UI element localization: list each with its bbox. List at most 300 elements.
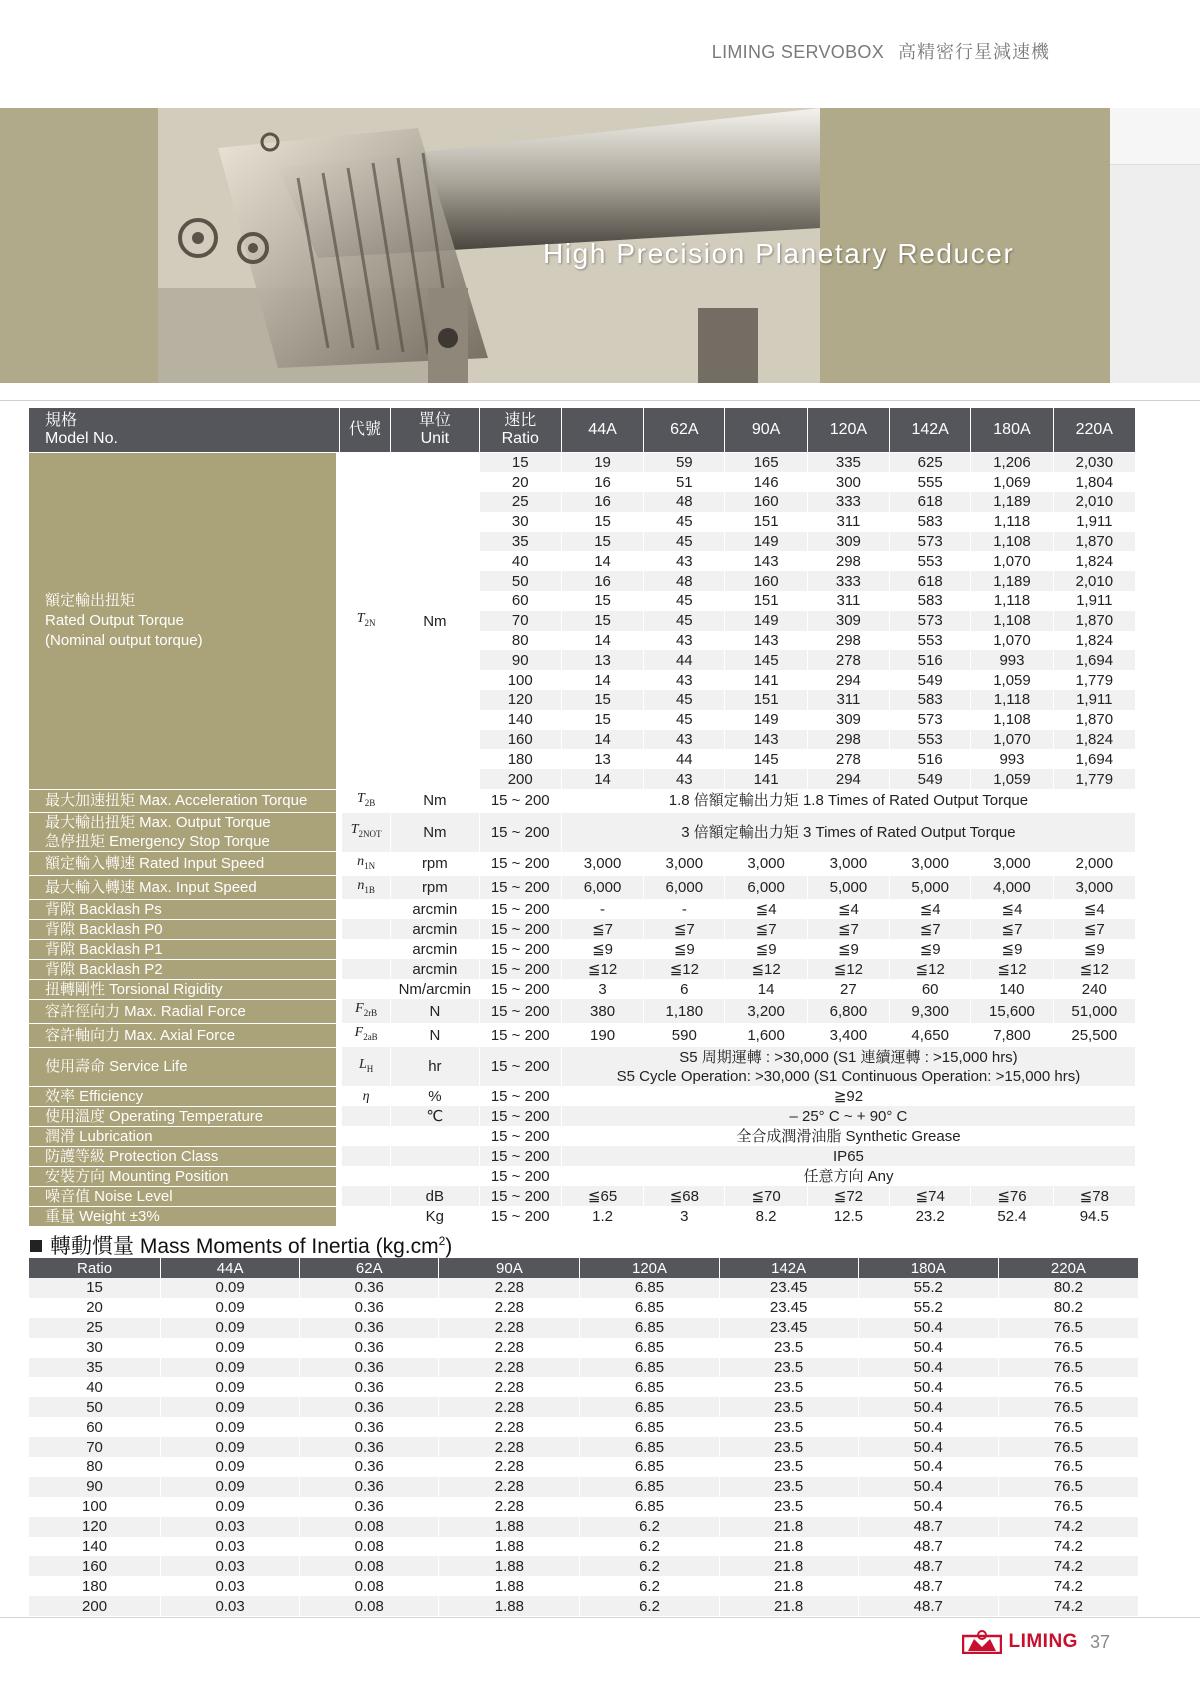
inertia-cell: 2.28 [439,1318,580,1338]
value-cell: 190 [561,1023,643,1047]
value-cell: 48 [644,492,725,512]
inertia-cell: 76.5 [998,1377,1138,1397]
inertia-cell: 50.4 [858,1477,998,1497]
value-cell: 618 [890,571,971,591]
torque-row [29,453,1136,473]
inertia-cell: 23.5 [719,1437,858,1457]
value-cell: 2,010 [1053,492,1135,512]
estop-row [29,813,1136,852]
inertia-header-cell: 142A [719,1258,858,1278]
inertia-cell: 15 [29,1278,161,1298]
value-cell: 1,189 [971,492,1053,512]
value-cell: 309 [807,710,889,730]
value-cell: ≦9 [807,939,889,959]
value-cell: 48 [644,571,725,591]
inertia-cell: 23.5 [719,1417,858,1437]
value-cell: 15 [561,611,643,631]
unit-cell: arcmin [391,959,479,979]
value-cell: ≦9 [561,939,643,959]
inertia-cell: 0.08 [300,1517,439,1537]
value-cell: 298 [807,730,889,750]
ratio-cell: 15 ~ 200 [479,899,561,919]
torque-label: 額定輸出扭矩 Rated Output Torque (Nominal output torque) [29,453,340,790]
inertia-row [29,1497,1139,1517]
inertia-header-cell: 90A [439,1258,580,1278]
value-cell: 143 [725,730,807,750]
header-ratio: 速比 Ratio [479,408,561,453]
inertia-cell: 0.36 [300,1338,439,1358]
value-cell: 3,000 [725,852,807,876]
ratio-cell: 100 [479,670,561,690]
noise-row [29,1186,1136,1206]
value-cell: 14 [561,730,643,750]
footer-divider [0,1617,1200,1618]
ratio-cell: 15 ~ 200 [479,959,561,979]
value-cell: ≦7 [561,919,643,939]
value-cell: 165 [725,453,807,473]
inertia-body [29,1278,1139,1616]
inertia-cell: 50.4 [858,1497,998,1517]
inertia-cell: 74.2 [998,1596,1138,1616]
inertia-cell: 50.4 [858,1417,998,1437]
value-cell: ≦12 [644,959,725,979]
inertia-cell: 70 [29,1437,161,1457]
value-cell: 309 [807,611,889,631]
inertia-cell: 80.2 [998,1278,1138,1298]
inertia-cell: 100 [29,1497,161,1517]
input-speed-label: 額定輸入轉速 Rated Input Speed [29,852,340,876]
page-number: 37 [1089,1631,1110,1652]
value-cell: 6,000 [644,876,725,900]
inertia-cell: 21.8 [719,1596,858,1616]
value-cell: 13 [561,749,643,769]
value-cell: 2,010 [1053,571,1135,591]
value-cell: 14 [561,670,643,690]
liming-logo [962,1630,1078,1654]
inertia-cell: 40 [29,1377,161,1397]
max-speed-row [29,876,1136,900]
value-cell: 549 [890,769,971,789]
inertia-cell: 76.5 [998,1477,1138,1497]
inertia-cell: 6.85 [580,1358,719,1378]
value-cell: 573 [890,710,971,730]
value-cell: 1.2 [561,1206,643,1226]
inertia-cell: 0.09 [161,1437,300,1457]
value-cell: 13 [561,650,643,670]
value-cell: 4,000 [971,876,1053,900]
inertia-header-cell: 120A [580,1258,719,1278]
temperature-row [29,1106,1136,1126]
inertia-cell: 0.36 [300,1377,439,1397]
header-model-120a: 120A [807,408,889,453]
value-cell: ≦7 [725,919,807,939]
inertia-cell: 0.36 [300,1318,439,1338]
value-cell: 19 [561,453,643,473]
ratio-cell: 140 [479,710,561,730]
symbol-cell [339,1186,390,1206]
value-cell: ≦4 [971,899,1053,919]
value-cell: 311 [807,690,889,710]
inertia-cell: 50.4 [858,1338,998,1358]
value-cell: 298 [807,631,889,651]
backlash-p0-label: 背隙 Backlash P0 [29,919,340,939]
inertia-cell: 0.09 [161,1338,300,1358]
header-model-220a: 220A [1053,408,1135,453]
value-cell: ≦4 [807,899,889,919]
inertia-cell: 160 [29,1556,161,1576]
value-cell: 1,059 [971,769,1053,789]
banner [0,108,1200,383]
backlash-p0-row [29,919,1136,939]
value-cell: 16 [561,492,643,512]
inertia-table [28,1258,1139,1616]
inertia-cell: 48.7 [858,1576,998,1596]
value-cell: 51 [644,472,725,492]
value-cell: 15,600 [971,999,1053,1023]
inertia-cell: 120 [29,1517,161,1537]
noise-label: 噪音值 Noise Level [29,1186,340,1206]
life-row [29,1047,1136,1086]
ratio-cell: 15 ~ 200 [479,939,561,959]
header-code: 代號 [339,408,390,453]
axial-row [29,1023,1136,1047]
inertia-cell: 76.5 [998,1338,1138,1358]
value-cell: 311 [807,512,889,532]
inertia-cell: 0.08 [300,1537,439,1557]
value-cell: ≦68 [644,1186,725,1206]
header-subtitle: 高精密行星減速機 [898,42,1050,62]
value-cell: 43 [644,769,725,789]
value-cell: 294 [807,670,889,690]
header-model-44a: 44A [561,408,643,453]
inertia-cell: 21.8 [719,1556,858,1576]
value-cell: 993 [971,749,1053,769]
value-cell: 23.2 [890,1206,971,1226]
inertia-cell: 50.4 [858,1318,998,1338]
value-cell: ≦12 [725,959,807,979]
value-cell: 44 [644,650,725,670]
value-cell: ≦70 [725,1186,807,1206]
value-cell: 300 [807,472,889,492]
ratio-cell: 15 ~ 200 [479,1126,561,1146]
value-cell: 143 [725,551,807,571]
protection-label: 防護等級 Protection Class [29,1146,340,1166]
value-cell: 14 [725,979,807,999]
value-cell: 278 [807,749,889,769]
value-cell: 45 [644,591,725,611]
ratio-cell: 25 [479,492,561,512]
ratio-cell: 40 [479,551,561,571]
inertia-cell: 6.85 [580,1457,719,1477]
inertia-cell: 140 [29,1537,161,1557]
banner-divider [0,400,1200,401]
inertia-cell: 2.28 [439,1338,580,1358]
inertia-row [29,1596,1139,1616]
inertia-cell: 55.2 [858,1278,998,1298]
banner-tail [1110,108,1200,383]
value-cell: 1,070 [971,730,1053,750]
value-cell: 9,300 [890,999,971,1023]
unit-cell: Nm [391,813,479,852]
value-cell: 3 [644,1206,725,1226]
logo-text: LIMING [1008,1631,1078,1652]
value-cell: 311 [807,591,889,611]
symbol-cell: $n_{1B}$ [339,876,390,900]
value-cell: 1,069 [971,472,1053,492]
inertia-row [29,1477,1139,1497]
inertia-cell: 23.5 [719,1457,858,1477]
value-cell: 1,070 [971,551,1053,571]
banner-title: High Precision Planetary Reducer [543,238,1015,269]
inertia-cell: 6.2 [580,1596,719,1616]
unit-cell [391,1126,479,1146]
input-speed-row [29,852,1136,876]
lubrication-row [29,1126,1136,1146]
lubrication-label: 潤滑 Lubrication [29,1126,340,1146]
unit-cell: arcmin [391,899,479,919]
unit-cell: Nm [391,789,479,813]
value-cell: 1,694 [1053,650,1135,670]
header-model: 規格 Model No. [29,408,340,453]
inertia-row [29,1377,1139,1397]
value-cell: 3,400 [807,1023,889,1047]
inertia-cell: 48.7 [858,1517,998,1537]
inertia-cell: 20 [29,1298,161,1318]
spec-table [28,407,1136,1227]
inertia-cell: 76.5 [998,1497,1138,1517]
value-cell: 549 [890,670,971,690]
ratio-cell: 20 [479,472,561,492]
value-cell: 1,870 [1053,710,1135,730]
value-cell: - [644,899,725,919]
value-cell: 516 [890,749,971,769]
value-cell: ≦7 [890,919,971,939]
symbol-cell: $T_{2NOT}$ [339,813,390,852]
value-cell: 573 [890,532,971,552]
value-cell: 160 [725,492,807,512]
ratio-cell: 15 ~ 200 [479,1166,561,1186]
value-cell: 333 [807,492,889,512]
value-cell: 1,694 [1053,749,1135,769]
value-cell: 553 [890,551,971,571]
ratio-cell: 15 ~ 200 [479,1206,561,1226]
inertia-cell: 2.28 [439,1497,580,1517]
backlash-p2-row [29,959,1136,979]
inertia-cell: 0.09 [161,1497,300,1517]
value-cell: 590 [644,1023,725,1047]
value-cell: 583 [890,690,971,710]
ratio-cell: 15 ~ 200 [479,999,561,1023]
value-cell: ≦9 [725,939,807,959]
value-cell: 51,000 [1053,999,1135,1023]
unit-cell [391,1166,479,1186]
value-cell: 149 [725,611,807,631]
inertia-cell: 50.4 [858,1358,998,1378]
inertia-cell: 2.28 [439,1477,580,1497]
ratio-cell: 80 [479,631,561,651]
symbol-cell: $n_{1N}$ [339,852,390,876]
value-cell: 1,779 [1053,670,1135,690]
inertia-cell: 2.28 [439,1377,580,1397]
inertia-cell: 23.5 [719,1358,858,1378]
value-cell: 3,000 [1053,876,1135,900]
ratio-cell: 15 ~ 200 [479,1086,561,1106]
inertia-cell: 21.8 [719,1576,858,1596]
weight-row [29,1206,1136,1226]
value-cell: ≦7 [1053,919,1135,939]
inertia-cell: 6.2 [580,1517,719,1537]
temperature-label: 使用溫度 Operating Temperature [29,1106,340,1126]
inertia-row [29,1318,1139,1338]
inertia-row [29,1298,1139,1318]
value-cell: ≦12 [971,959,1053,979]
value-cell: 1,911 [1053,591,1135,611]
ratio-cell: 50 [479,571,561,591]
inertia-cell: 0.36 [300,1298,439,1318]
value-cell: 5,000 [890,876,971,900]
inertia-cell: 0.08 [300,1576,439,1596]
inertia-cell: 0.36 [300,1278,439,1298]
value-cell: 1,911 [1053,690,1135,710]
ratio-cell: 15 ~ 200 [479,852,561,876]
inertia-row [29,1576,1139,1596]
inertia-cell: 23.5 [719,1377,858,1397]
life-label: 使用壽命 Service Life [29,1047,340,1086]
ratio-cell: 15 ~ 200 [479,1146,561,1166]
backlash-ps-label: 背隙 Backlash Ps [29,899,340,919]
ratio-cell: 70 [479,611,561,631]
inertia-cell: 1.88 [439,1517,580,1537]
inertia-cell: 76.5 [998,1457,1138,1477]
inertia-cell: 48.7 [858,1537,998,1557]
inertia-cell: 2.28 [439,1457,580,1477]
symbol-cell [339,979,390,999]
value-cell: 149 [725,532,807,552]
value-cell: 3 [561,979,643,999]
value-cell: 1,118 [971,512,1053,532]
inertia-cell: 23.5 [719,1338,858,1358]
inertia-cell: 74.2 [998,1517,1138,1537]
inertia-cell: 50.4 [858,1377,998,1397]
page-header [712,38,1050,64]
inertia-row [29,1457,1139,1477]
inertia-cell: 55.2 [858,1298,998,1318]
unit-cell: Kg [391,1206,479,1226]
accel-row [29,789,1136,813]
inertia-row [29,1556,1139,1576]
value-cell: 1,600 [725,1023,807,1047]
inertia-cell: 6.85 [580,1338,719,1358]
inertia-cell: 76.5 [998,1358,1138,1378]
ratio-cell: 90 [479,650,561,670]
value-cell: ≦4 [725,899,807,919]
inertia-cell: 6.85 [580,1497,719,1517]
value-cell: 1,070 [971,631,1053,651]
value-cell: 993 [971,650,1053,670]
value-cell: 143 [725,631,807,651]
inertia-cell: 76.5 [998,1397,1138,1417]
value-cell: 141 [725,670,807,690]
value-cell: 3,000 [561,852,643,876]
inertia-cell: 6.85 [580,1477,719,1497]
value-cell: 16 [561,472,643,492]
value-cell: ≦12 [561,959,643,979]
value-cell: 1,118 [971,591,1053,611]
header-model-62a: 62A [644,408,725,453]
unit-cell: N [391,1023,479,1047]
inertia-cell: 0.09 [161,1278,300,1298]
inertia-cell: 0.03 [161,1517,300,1537]
value-cell: 43 [644,551,725,571]
value-cell: ≦76 [971,1186,1053,1206]
value-cell: 2,030 [1053,453,1135,473]
value-cell: 145 [725,650,807,670]
inertia-row [29,1358,1139,1378]
ratio-cell: 15 [479,453,561,473]
value-cell: 1,804 [1053,472,1135,492]
inertia-cell: 23.45 [719,1298,858,1318]
value-cell: 1,824 [1053,730,1135,750]
value-cell: 140 [971,979,1053,999]
inertia-header-cell: 62A [300,1258,439,1278]
value-cell: 3,000 [644,852,725,876]
value-cell: 160 [725,571,807,591]
value-cell: 146 [725,472,807,492]
symbol-cell: $L_H$ [339,1047,390,1086]
value-cell: 1,206 [971,453,1053,473]
value-cell: 12.5 [807,1206,889,1226]
inertia-cell: 2.28 [439,1417,580,1437]
inertia-cell: 23.5 [719,1497,858,1517]
inertia-cell: 25 [29,1318,161,1338]
value-cell: 298 [807,551,889,571]
value-cell: ≦7 [807,919,889,939]
inertia-row [29,1278,1139,1298]
inertia-cell: 2.28 [439,1358,580,1378]
inertia-cell: 6.85 [580,1318,719,1338]
value-cell: 3,200 [725,999,807,1023]
accel-value: 1.8 倍額定輸出力矩 1.8 Times of Rated Output Torque [561,789,1135,813]
value-cell: ≦7 [971,919,1053,939]
header-brand: LIMING SERVOBOX [711,42,884,62]
value-cell: 94.5 [1053,1206,1135,1226]
inertia-cell: 0.36 [300,1497,439,1517]
value-cell: 151 [725,690,807,710]
ratio-cell: 35 [479,532,561,552]
value-cell: 625 [890,453,971,473]
backlash-p1-label: 背隙 Backlash P1 [29,939,340,959]
protection-value: IP65 [561,1146,1135,1166]
value-cell: 1,189 [971,571,1053,591]
inertia-cell: 0.36 [300,1457,439,1477]
inertia-cell: 76.5 [998,1318,1138,1338]
value-cell: 60 [890,979,971,999]
value-cell: 45 [644,710,725,730]
value-cell: 25,500 [1053,1023,1135,1047]
inertia-cell: 6.85 [580,1377,719,1397]
unit-cell: rpm [391,876,479,900]
value-cell: 618 [890,492,971,512]
inertia-cell: 80 [29,1457,161,1477]
inertia-cell: 0.36 [300,1358,439,1378]
inertia-cell: 50 [29,1397,161,1417]
inertia-cell: 60 [29,1417,161,1437]
efficiency-value: ≧92 [561,1086,1135,1106]
value-cell: 151 [725,512,807,532]
value-cell: ≦9 [971,939,1053,959]
ratio-cell: 15 ~ 200 [479,813,561,852]
unit-cell: Nm [391,453,479,790]
